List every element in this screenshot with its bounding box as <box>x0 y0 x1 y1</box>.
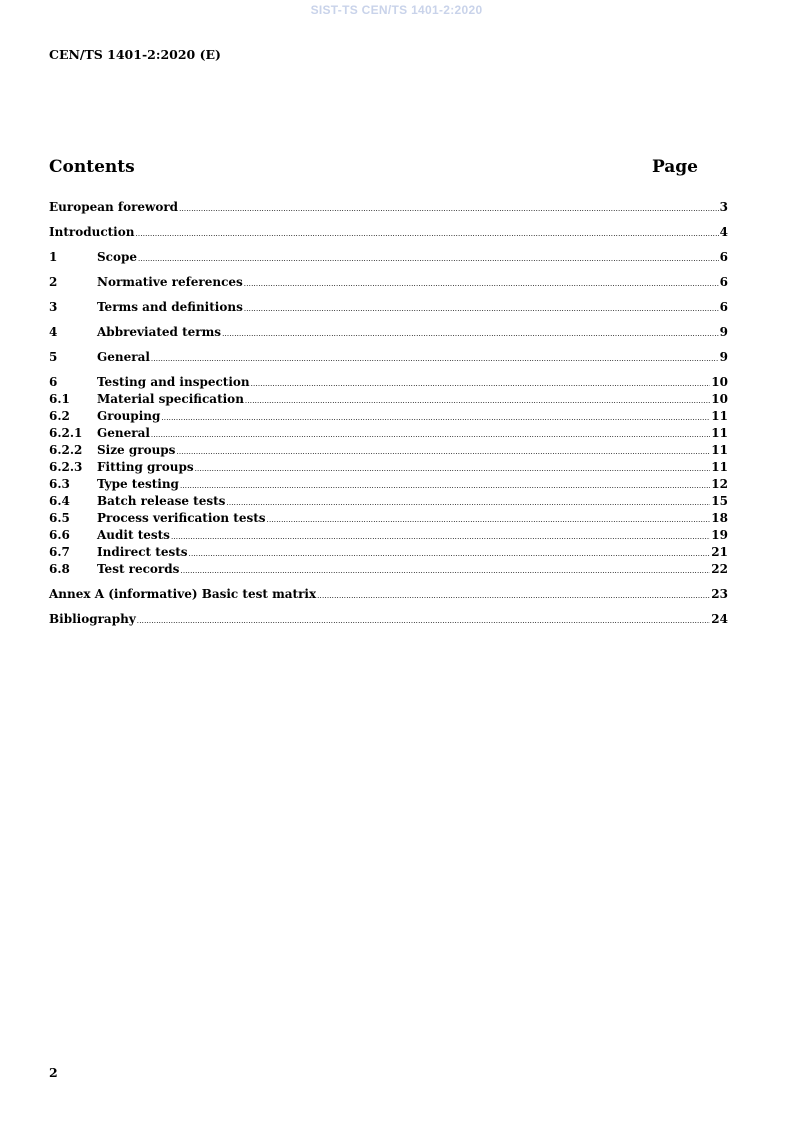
dot-leader <box>151 351 719 368</box>
toc-entry-number: 6.2.1 <box>49 426 83 440</box>
toc-entry-title: General <box>97 426 150 440</box>
toc-entry-page: 9 <box>719 325 728 339</box>
toc-entry-title: European foreword <box>49 200 179 214</box>
toc-entry-page: 11 <box>711 443 728 457</box>
toc-entry-title: Testing and inspection <box>97 375 250 389</box>
toc-entry-title: Material specification <box>97 392 244 406</box>
toc-entry-title: Size groups <box>97 443 176 457</box>
dot-leader <box>161 410 710 427</box>
toc-entry-title: Abbreviated terms <box>97 325 222 339</box>
toc-entry[interactable] <box>49 510 728 527</box>
toc-entry[interactable] <box>49 493 728 510</box>
toc-entry-title: Fitting groups <box>97 460 194 474</box>
toc-entry-number: 3 <box>49 300 58 314</box>
dot-leader <box>226 495 710 512</box>
toc-entry-number: 5 <box>49 350 58 364</box>
toc-entry-title: Bibliography <box>49 612 136 626</box>
toc-entry[interactable] <box>49 199 728 216</box>
toc-entry-title: Scope <box>97 250 138 264</box>
toc-entry-number: 1 <box>49 250 58 264</box>
toc-entry-page: 6 <box>719 250 728 264</box>
page-column-heading: Page <box>651 157 698 177</box>
toc-entry-title: Terms and definitions <box>97 300 243 314</box>
toc-entry-number: 2 <box>49 275 58 289</box>
dot-leader <box>267 512 711 529</box>
toc-entry-number: 6.5 <box>49 511 70 525</box>
toc-entry-page: 10 <box>711 392 728 406</box>
toc-entry[interactable] <box>49 425 728 442</box>
toc-entry[interactable] <box>49 442 728 459</box>
toc-entry-title: General <box>97 350 150 364</box>
toc-entry-page: 11 <box>711 460 728 474</box>
toc-entry[interactable] <box>49 391 728 408</box>
dot-leader <box>138 251 719 268</box>
toc-entry-page: 24 <box>711 612 728 626</box>
dot-leader <box>135 226 718 243</box>
page-number: 2 <box>49 1065 58 1080</box>
toc-entry[interactable] <box>49 611 728 628</box>
toc-entry-page: 23 <box>711 587 728 601</box>
toc-entry[interactable] <box>49 249 728 266</box>
toc-entry-number: 6.7 <box>49 545 70 559</box>
toc-entry-title: Normative references <box>97 275 243 289</box>
dot-leader <box>195 461 711 478</box>
toc-entry-title: Indirect tests <box>97 545 188 559</box>
toc-entry[interactable] <box>49 374 728 391</box>
toc-entry-page: 12 <box>711 477 728 491</box>
toc-entry-page: 6 <box>719 275 728 289</box>
toc-entry-title: Annex A (informative) Basic test matrix <box>49 587 317 601</box>
toc-entry-title: Process verification tests <box>97 511 266 525</box>
toc-entry-page: 22 <box>711 562 728 576</box>
table-of-contents <box>49 199 728 628</box>
toc-entry-page: 3 <box>719 200 728 214</box>
toc-entry[interactable] <box>49 324 728 341</box>
toc-entry-title: Introduction <box>49 225 135 239</box>
dot-leader <box>189 546 711 563</box>
toc-entry[interactable] <box>49 561 728 578</box>
toc-entry[interactable] <box>49 224 728 241</box>
dot-leader <box>179 201 719 218</box>
toc-entry-page: 4 <box>719 225 728 239</box>
contents-heading: Contents <box>49 157 135 177</box>
dot-leader <box>317 588 710 605</box>
toc-entry[interactable] <box>49 274 728 291</box>
toc-entry-page: 9 <box>719 350 728 364</box>
dot-leader <box>137 613 711 630</box>
toc-entry-number: 6 <box>49 375 58 389</box>
toc-entry-number: 6.2 <box>49 409 70 423</box>
dot-leader <box>245 393 710 410</box>
toc-entry-number: 6.8 <box>49 562 70 576</box>
toc-entry-page: 21 <box>711 545 728 559</box>
toc-entry-title: Audit tests <box>97 528 170 542</box>
toc-entry[interactable] <box>49 544 728 561</box>
toc-entry[interactable] <box>49 408 728 425</box>
toc-entry[interactable] <box>49 527 728 544</box>
toc-entry-page: 10 <box>711 375 728 389</box>
toc-entry-number: 4 <box>49 325 58 339</box>
toc-entry-number: 6.2.2 <box>49 443 83 457</box>
dot-leader <box>180 563 710 580</box>
dot-leader <box>176 444 710 461</box>
toc-entry-number: 6.6 <box>49 528 70 542</box>
dot-leader <box>244 301 719 318</box>
toc-entry-page: 15 <box>711 494 728 508</box>
toc-entry-number: 6.2.3 <box>49 460 83 474</box>
dot-leader <box>171 529 710 546</box>
dot-leader <box>251 376 711 393</box>
toc-entry-page: 18 <box>711 511 728 525</box>
dot-leader <box>222 326 719 343</box>
toc-entry-title: Test records <box>97 562 180 576</box>
toc-entry-number: 6.4 <box>49 494 70 508</box>
toc-entry-title: Type testing <box>97 477 179 491</box>
toc-entry-page: 19 <box>711 528 728 542</box>
dot-leader <box>151 427 710 444</box>
toc-entry-page: 11 <box>711 426 728 440</box>
toc-entry-page: 6 <box>719 300 728 314</box>
toc-entry-page: 11 <box>711 409 728 423</box>
dot-leader <box>244 276 719 293</box>
toc-entry-number: 6.1 <box>49 392 70 406</box>
toc-entry[interactable] <box>49 476 728 493</box>
document-id: CEN/TS 1401-2:2020 (E) <box>49 47 221 62</box>
toc-entry[interactable] <box>49 299 728 316</box>
toc-entry[interactable] <box>49 349 728 366</box>
contents-heading-row <box>49 157 698 177</box>
toc-entry-number: 6.3 <box>49 477 70 491</box>
toc-entry-title: Batch release tests <box>97 494 226 508</box>
watermark: SIST-TS CEN/TS 1401-2:2020 <box>310 3 483 17</box>
toc-entry[interactable] <box>49 586 728 603</box>
toc-entry-title: Grouping <box>97 409 161 423</box>
toc-entry[interactable] <box>49 459 728 476</box>
dot-leader <box>180 478 710 495</box>
